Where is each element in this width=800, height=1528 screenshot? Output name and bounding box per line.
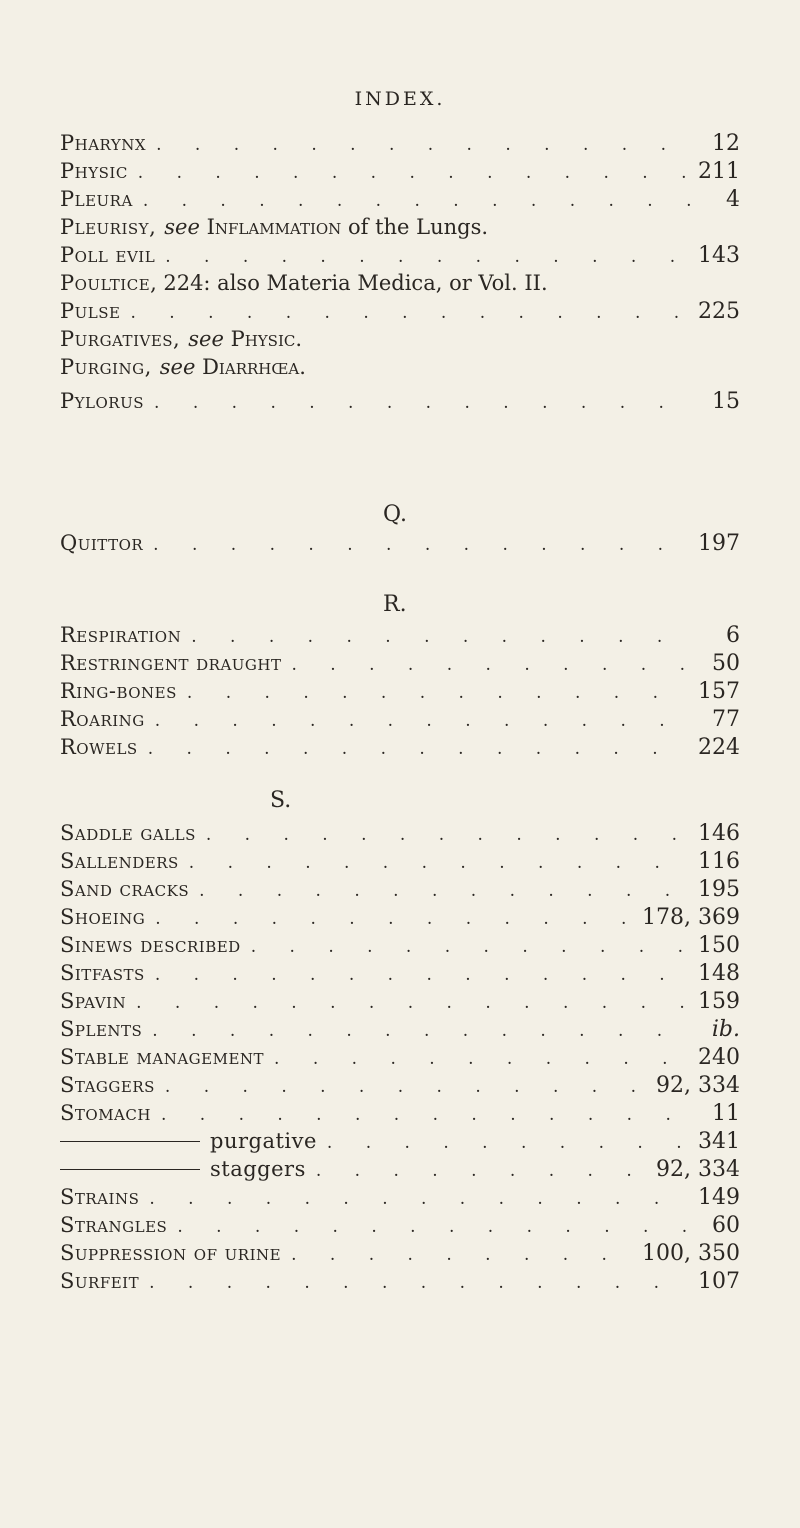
entry-term: Pylorus bbox=[60, 389, 145, 413]
dot-leader bbox=[327, 1130, 688, 1156]
entry-term: Staggers bbox=[60, 1073, 155, 1097]
entry-page: 12 bbox=[712, 131, 740, 156]
dot-leader bbox=[136, 990, 688, 1016]
entry-term: Restringent draught bbox=[60, 651, 282, 675]
entry-page: 146 bbox=[698, 821, 740, 846]
index-entry bbox=[60, 242, 800, 268]
entry-term: Pleurisy, bbox=[60, 215, 157, 239]
dot-leader bbox=[177, 1214, 690, 1240]
index-entry bbox=[60, 650, 800, 676]
running-title: INDEX. bbox=[354, 88, 446, 110]
index-entry bbox=[60, 932, 800, 958]
entry-page: 4 bbox=[726, 187, 740, 212]
entry-page: 178, 369 bbox=[642, 905, 740, 930]
entry-term: purgative bbox=[210, 1129, 317, 1153]
entry-page: 6 bbox=[726, 623, 740, 648]
entry-page: 240 bbox=[698, 1045, 740, 1070]
entry-page: 224 bbox=[698, 735, 740, 760]
index-entry bbox=[60, 820, 800, 846]
index-entry bbox=[60, 214, 800, 240]
entry-page: 107 bbox=[698, 1269, 740, 1294]
dot-leader bbox=[149, 1270, 688, 1296]
entry-term: Spavin bbox=[60, 989, 127, 1013]
entry-term: Sallenders bbox=[60, 849, 179, 873]
index-subentry bbox=[60, 1156, 800, 1182]
index-entry bbox=[60, 326, 800, 352]
cross-ref: Diarrhœa. bbox=[202, 355, 306, 379]
cross-ref: Inflammation bbox=[206, 215, 342, 239]
dot-leader bbox=[206, 822, 688, 848]
entry-page: 50 bbox=[712, 651, 740, 676]
entry-page: 157 bbox=[698, 679, 740, 704]
dot-leader bbox=[155, 708, 690, 734]
index-entry bbox=[60, 876, 800, 902]
dot-leader bbox=[291, 1242, 632, 1268]
entry-term: Surfeit bbox=[60, 1269, 140, 1293]
entry-page: 148 bbox=[698, 961, 740, 986]
entry-term: Quittor bbox=[60, 531, 144, 555]
entry-term: Shoeing bbox=[60, 905, 146, 929]
cross-ref: Physic. bbox=[230, 327, 303, 351]
index-entry bbox=[60, 1212, 800, 1238]
entry-term: Pleura bbox=[60, 187, 133, 211]
dot-leader bbox=[251, 934, 688, 960]
index-entry bbox=[60, 298, 800, 324]
index-entry bbox=[60, 960, 800, 986]
dot-leader bbox=[148, 736, 688, 762]
entry-page: 143 bbox=[698, 243, 740, 268]
entry-term: Suppression of urine bbox=[60, 1241, 282, 1265]
index-entry bbox=[60, 622, 800, 648]
entry-page: 225 bbox=[698, 299, 740, 324]
dot-leader bbox=[274, 1046, 688, 1072]
entry-term: Roaring bbox=[60, 707, 145, 731]
see-word: see bbox=[164, 215, 200, 239]
dot-leader bbox=[130, 300, 688, 326]
dot-leader bbox=[154, 390, 690, 416]
entry-term: Purging, bbox=[60, 355, 152, 379]
dot-leader bbox=[152, 1018, 690, 1044]
entry-page: 211 bbox=[698, 159, 740, 184]
dot-leader bbox=[153, 532, 688, 558]
see-word: see bbox=[159, 355, 196, 379]
index-entry bbox=[60, 1016, 800, 1042]
dot-leader bbox=[143, 188, 690, 214]
entry-page: 92, 334 bbox=[656, 1073, 740, 1098]
entry-page: 116 bbox=[698, 849, 740, 874]
dot-leader bbox=[161, 1102, 690, 1128]
index-entry bbox=[60, 988, 800, 1014]
entry-term: Stomach bbox=[60, 1101, 151, 1125]
dot-leader bbox=[199, 878, 688, 904]
entry-term: Sand cracks bbox=[60, 877, 190, 901]
index-entry bbox=[60, 158, 800, 184]
index-entry bbox=[60, 1072, 800, 1098]
entry-page: 11 bbox=[712, 1101, 740, 1126]
entry-page: 77 bbox=[712, 707, 740, 732]
dot-leader bbox=[156, 132, 690, 158]
dot-leader bbox=[165, 244, 688, 270]
entry-page: 195 bbox=[698, 877, 740, 902]
index-entry bbox=[60, 530, 800, 556]
index-subentry bbox=[60, 1128, 800, 1154]
entry-term: Poultice, bbox=[60, 271, 158, 295]
dot-leader bbox=[187, 680, 688, 706]
dot-leader bbox=[149, 1186, 688, 1212]
entry-page: ib. bbox=[711, 1017, 740, 1042]
index-entry bbox=[60, 1044, 800, 1070]
entry-term: Sitfasts bbox=[60, 961, 145, 985]
section-letter-s: S. bbox=[270, 788, 292, 813]
entry-page: 197 bbox=[698, 531, 740, 556]
dot-leader bbox=[138, 160, 688, 186]
entry-term: Purgatives, bbox=[60, 327, 181, 351]
section-letter-r: R. bbox=[383, 592, 407, 617]
index-entry bbox=[60, 734, 800, 760]
entry-term: Physic bbox=[60, 159, 128, 183]
index-entry bbox=[60, 848, 800, 874]
index-entry bbox=[60, 186, 800, 212]
dot-leader bbox=[316, 1158, 646, 1184]
entry-term: Strains bbox=[60, 1185, 140, 1209]
entry-page: 92, 334 bbox=[656, 1157, 740, 1182]
dot-leader bbox=[165, 1074, 646, 1100]
index-entry bbox=[60, 1240, 800, 1266]
entry-term: Ring-bones bbox=[60, 679, 177, 703]
entry-term: Saddle galls bbox=[60, 821, 196, 845]
entry-term: Stable management bbox=[60, 1045, 265, 1069]
entry-term: staggers bbox=[210, 1157, 306, 1181]
entry-term: Splents bbox=[60, 1017, 143, 1041]
index-entry bbox=[60, 904, 800, 930]
entry-page: 100, 350 bbox=[642, 1241, 740, 1266]
dot-leader bbox=[189, 850, 688, 876]
entry-note: 224: also Materia Medica, or Vol. II. bbox=[163, 271, 548, 295]
dot-leader bbox=[155, 906, 632, 932]
entry-term: Rowels bbox=[60, 735, 138, 759]
index-entry bbox=[60, 1268, 800, 1294]
entry-page: 15 bbox=[712, 389, 740, 414]
ditto-rule bbox=[60, 1141, 200, 1142]
index-entry bbox=[60, 388, 800, 414]
dot-leader bbox=[155, 962, 688, 988]
see-word: see bbox=[188, 327, 224, 351]
index-entry bbox=[60, 130, 800, 156]
entry-page: 150 bbox=[698, 933, 740, 958]
dot-leader bbox=[191, 624, 690, 650]
index-entry bbox=[60, 706, 800, 732]
entry-term: Pharynx bbox=[60, 131, 147, 155]
entry-term: Respiration bbox=[60, 623, 182, 647]
entry-page: 159 bbox=[698, 989, 740, 1014]
index-entry bbox=[60, 1184, 800, 1210]
entry-term: Poll evil bbox=[60, 243, 156, 267]
dot-leader bbox=[292, 652, 691, 678]
index-entry bbox=[60, 270, 800, 296]
entry-term: Strangles bbox=[60, 1213, 168, 1237]
section-letter-q: Q. bbox=[383, 502, 407, 527]
entry-term: Pulse bbox=[60, 299, 121, 323]
index-entry bbox=[60, 1100, 800, 1126]
index-entry bbox=[60, 354, 800, 380]
cross-ref-rest: of the Lungs. bbox=[348, 215, 489, 239]
entry-term: Sinews described bbox=[60, 933, 241, 957]
entry-page: 60 bbox=[712, 1213, 740, 1238]
ditto-rule bbox=[60, 1169, 200, 1170]
entry-page: 149 bbox=[698, 1185, 740, 1210]
entry-page: 341 bbox=[698, 1129, 740, 1154]
index-entry bbox=[60, 678, 800, 704]
